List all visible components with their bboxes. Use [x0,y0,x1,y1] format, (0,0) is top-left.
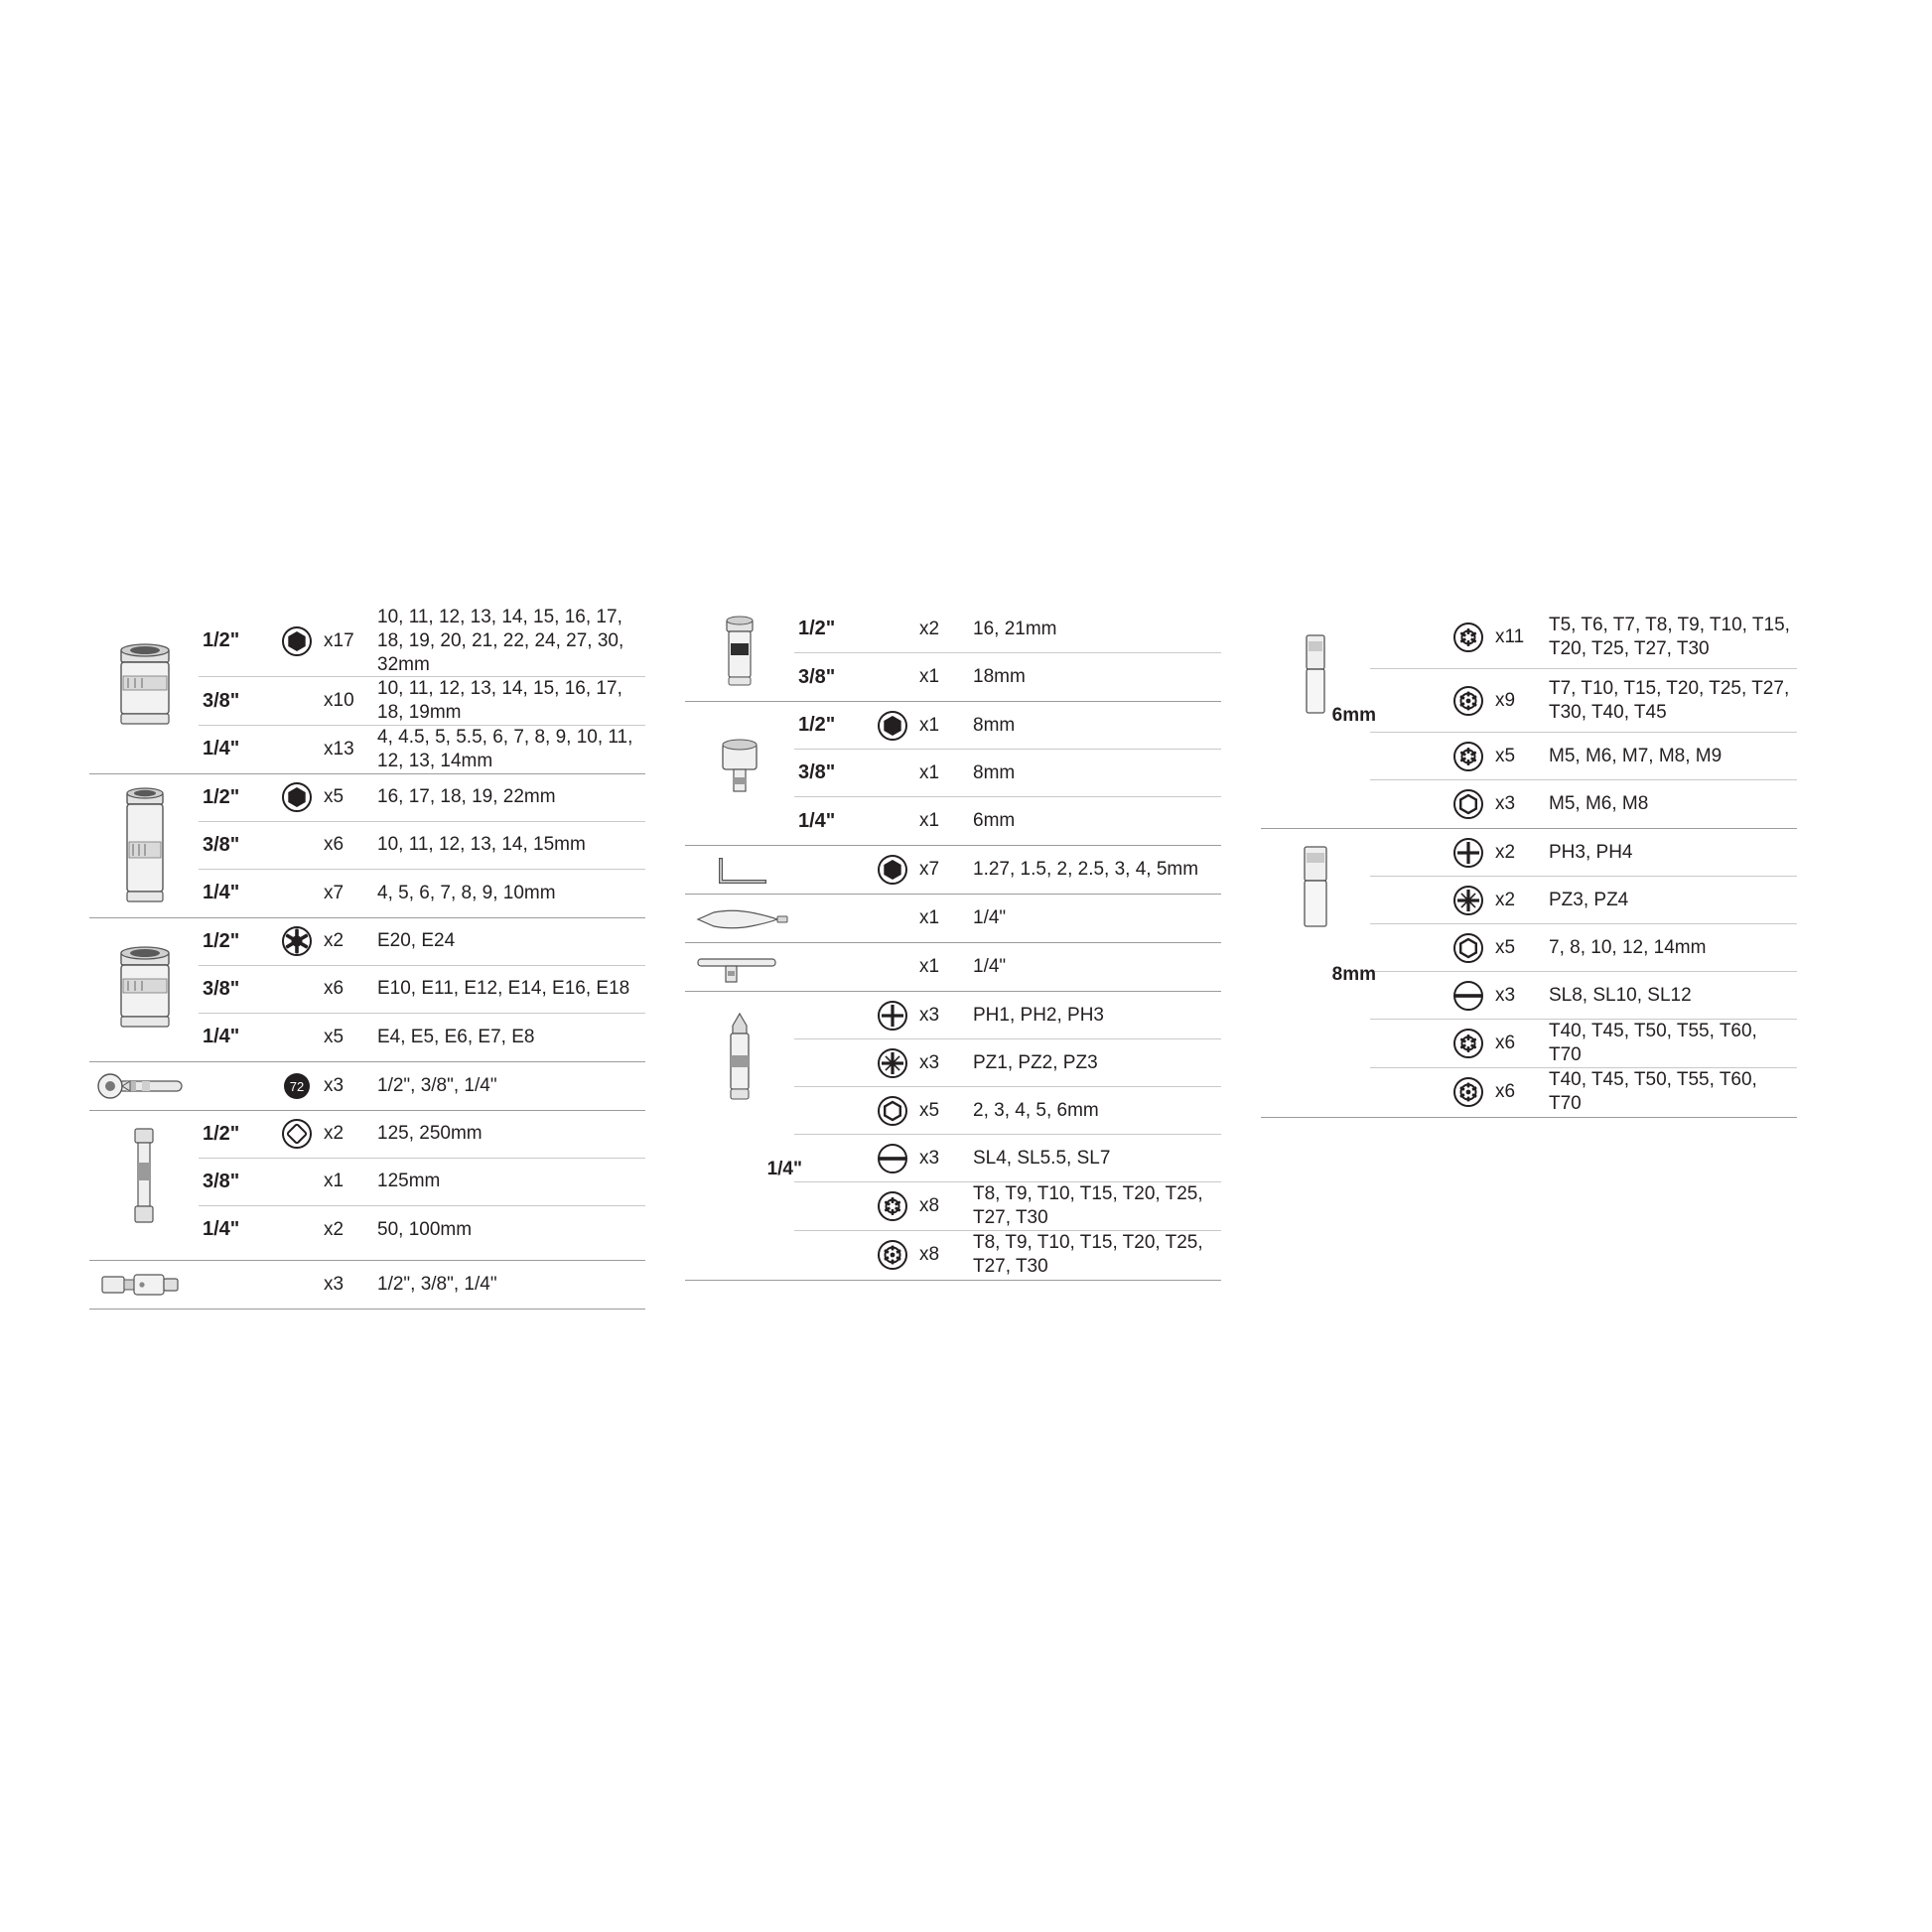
quantity: x2 [324,1123,345,1145]
group-hex-sockets-deep [89,774,645,918]
slotted-icon [866,1142,919,1175]
quantity: x5 [1495,936,1516,958]
description: T8, T9, T10, T15, T20, T25, T27, T30 [973,1231,1203,1277]
hex-socket-icon [1442,931,1495,965]
description: E10, E11, E12, E14, E16, E18 [377,978,630,1000]
socket-short-icon [89,606,199,773]
t-handle-icon [685,943,794,991]
group-ratchet [89,1062,645,1111]
drive-size: 3/8" [798,665,836,688]
quantity: x1 [919,714,940,736]
drive-size: 3/8" [203,833,240,856]
table-row [794,895,1221,942]
table-row [199,1261,645,1309]
quantity: x1 [919,956,940,977]
quantity: x3 [1495,793,1516,814]
quantity: x10 [324,690,354,711]
description: 1.27, 1.5, 2, 2.5, 3, 4, 5mm [973,859,1199,881]
svg-text:72: 72 [289,1078,305,1094]
table-row [199,677,645,726]
extension-bar-icon [89,1111,199,1260]
quantity: x8 [919,1243,940,1265]
hex-socket-icon [270,780,324,814]
teeth-72-icon [270,1069,324,1103]
quantity: x6 [1495,1080,1516,1102]
quantity: x8 [919,1194,940,1216]
description: 1/4" [973,956,1007,978]
table-row [794,606,1221,653]
torx-icon [866,1189,919,1223]
rows [199,1261,645,1309]
table-row [794,653,1221,701]
rows [794,895,1221,942]
bit-holder-icon [685,992,802,1280]
quantity: x2 [324,930,345,952]
screwdriver-handle-icon [685,895,794,942]
description: E20, E24 [377,930,456,952]
description: T40, T45, T50, T55, T60, T70 [1549,1068,1757,1114]
hex-socket-icon [1442,787,1495,821]
column-2 [685,606,1221,1281]
quantity: x1 [919,810,940,831]
rows [199,1062,645,1110]
description: 125, 250mm [377,1123,483,1145]
table-row [199,606,645,677]
quantity: x6 [324,978,345,1000]
description: T8, T9, T10, T15, T20, T25, T27, T30 [973,1183,1203,1228]
rows [794,702,1221,845]
group-bits-8mm [1261,829,1797,1118]
torx-tamper-icon [866,1238,919,1272]
rows [794,606,1221,701]
table-row [199,870,645,917]
description: SL8, SL10, SL12 [1549,984,1692,1006]
description: 16, 17, 18, 19, 22mm [377,786,556,808]
hex-key-icon [685,846,794,894]
drive-size: 1/2" [798,714,836,736]
table-row [794,1135,1221,1182]
description: 8mm [973,761,1016,783]
description: 10, 11, 12, 13, 14, 15, 16, 17, 18, 19, 20, 21, 22, 24, 27, 30, 32mm [377,607,624,675]
table-row [794,1087,1221,1135]
group-hex-keys [685,846,1221,895]
description: PH1, PH2, PH3 [973,1004,1104,1026]
quantity: x2 [1495,889,1516,910]
description: 2, 3, 4, 5, 6mm [973,1099,1099,1121]
table-row [199,1014,645,1061]
description: 8mm [973,714,1016,736]
quantity: x2 [324,1218,345,1240]
torx-e-icon [270,924,324,958]
group-spark-plug-sockets [685,606,1221,702]
hex-socket-icon [270,624,324,658]
drive-size: 1/2" [203,785,240,808]
torx-icon [1442,740,1495,773]
rows [199,606,645,773]
drive-size: 1/2" [798,618,836,639]
table-row [794,750,1221,797]
table-row [1370,877,1797,924]
universal-joint-icon [89,1261,199,1309]
torx-icon [1442,1027,1495,1060]
description: 18mm [973,666,1026,688]
description: 6mm [973,810,1016,832]
description: PZ1, PZ2, PZ3 [973,1051,1098,1073]
description: 7, 8, 10, 12, 14mm [1549,936,1707,958]
drive-size: 1/4" [798,809,836,832]
quantity: x7 [324,882,345,903]
table-row [199,774,645,822]
spark-plug-socket-icon [685,606,794,701]
torx-icon [1442,621,1495,654]
group-bits-quarter [685,992,1221,1281]
table-row [199,1206,645,1254]
table-row [794,1182,1221,1231]
bit-8mm-icon [1261,829,1376,1117]
rows [199,774,645,917]
square-drive-icon [270,1117,324,1151]
quantity: x6 [324,834,345,856]
description: 1/2", 3/8", 1/4" [377,1074,497,1096]
description: 4, 5, 6, 7, 8, 9, 10mm [377,882,556,903]
table-row [1370,606,1797,669]
drive-size: 3/8" [203,977,240,1000]
table-row [794,943,1221,991]
hex-socket-icon [866,709,919,743]
rows [794,992,1221,1280]
drive-size: 3/8" [203,689,240,712]
table-row [1370,780,1797,828]
torx-tamper-icon [1442,684,1495,718]
bit-6mm-icon [1261,606,1376,828]
table-row [794,1039,1221,1087]
columns-container [89,606,1866,1310]
torx-tamper-icon [1442,1075,1495,1109]
description: 16, 21mm [973,618,1057,639]
description: 1/4" [973,907,1007,929]
bit-group-size-label: 1/4" [766,1159,802,1179]
quantity: x5 [1495,745,1516,766]
quantity: x3 [324,1273,345,1295]
socket-deep-icon [89,774,199,917]
rows [1370,829,1797,1117]
ratchet-icon [89,1062,199,1110]
drive-size: 1/2" [203,1122,240,1145]
description: E4, E5, E6, E7, E8 [377,1026,535,1047]
pozidriv-icon [866,1046,919,1080]
phillips-icon [866,999,919,1033]
quantity: x1 [919,761,940,783]
quantity: x3 [324,1074,345,1096]
group-hex-sockets-short [89,606,645,774]
hex-socket-icon [866,1094,919,1128]
quantity: x6 [1495,1032,1516,1053]
quantity: x2 [919,618,940,639]
table-row [199,918,645,966]
description: 125mm [377,1171,441,1192]
socket-short-icon [89,918,199,1061]
group-hex-bit-sockets [685,702,1221,846]
bit-group-size-label-6mm: 6mm [1331,705,1376,726]
group-e-torx-sockets [89,918,645,1062]
quantity: x7 [919,859,940,880]
phillips-icon [1442,836,1495,870]
table-row [794,797,1221,845]
description: M5, M6, M8 [1549,793,1649,815]
table-row [199,1111,645,1159]
table-row [199,1062,645,1110]
rows [199,1111,645,1260]
table-row [199,822,645,870]
table-row [1370,924,1797,972]
group-t-handle [685,943,1221,992]
drive-size: 3/8" [203,1170,240,1192]
quantity: x17 [324,629,354,651]
description: 10, 11, 12, 13, 14, 15mm [377,834,586,856]
description: T7, T10, T15, T20, T25, T27, T30, T40, T45 [1549,677,1790,723]
hex-socket-icon [866,853,919,887]
rows [794,943,1221,991]
group-universal-joint [89,1261,645,1310]
description: T5, T6, T7, T8, T9, T10, T15, T20, T25, T27, T30 [1549,614,1790,659]
quantity: x3 [1495,984,1516,1006]
drive-size: 1/4" [203,738,240,760]
quantity: x2 [1495,841,1516,863]
bit-group-size-label-8mm: 8mm [1331,964,1376,985]
drive-size: 1/2" [203,629,240,652]
table-row [1370,1020,1797,1068]
rows [1370,606,1797,828]
quantity: x13 [324,738,354,759]
column-1 [89,606,645,1310]
table-row [794,992,1221,1039]
drive-size: 1/4" [203,1026,240,1048]
slotted-icon [1442,979,1495,1013]
description: 1/2", 3/8", 1/4" [377,1273,497,1295]
description: PZ3, PZ4 [1549,889,1629,910]
table-row [1370,669,1797,733]
description: PH3, PH4 [1549,841,1633,863]
group-extensions [89,1111,645,1261]
quantity: x1 [324,1171,345,1192]
quantity: x1 [919,666,940,687]
rows [794,846,1221,894]
quantity: x5 [324,1026,345,1047]
table-row [794,702,1221,750]
description: 50, 100mm [377,1218,473,1240]
table-row [794,846,1221,894]
group-bits-6mm [1261,606,1797,829]
description: M5, M6, M7, M8, M9 [1549,745,1723,766]
quantity: x1 [919,907,940,928]
bit-socket-icon [685,702,794,845]
table-row [199,726,645,773]
description: 4, 4.5, 5, 5.5, 6, 7, 8, 9, 10, 11, 12, 13, 14mm [377,727,633,771]
table-row [1370,733,1797,780]
drive-size: 3/8" [798,761,836,783]
quantity: x3 [919,1147,940,1169]
rows [199,918,645,1061]
table-row [199,1159,645,1206]
quantity: x3 [919,1051,940,1073]
drive-size: 1/4" [203,1218,240,1241]
description: 10, 11, 12, 13, 14, 15, 16, 17, 18, 19mm [377,678,622,723]
quantity: x3 [919,1004,940,1026]
group-bit-handle [685,895,1221,943]
table-row [1370,829,1797,877]
table-row [1370,972,1797,1020]
column-3 [1261,606,1797,1118]
quantity: x11 [1495,625,1525,647]
quantity: x9 [1495,689,1516,711]
description: T40, T45, T50, T55, T60, T70 [1549,1021,1757,1065]
drive-size: 1/2" [203,929,240,952]
pozidriv-icon [1442,884,1495,917]
quantity: x5 [919,1099,940,1121]
description: SL4, SL5.5, SL7 [973,1147,1111,1169]
table-row [199,966,645,1014]
drive-size: 1/4" [203,882,240,904]
quantity: x5 [324,786,345,808]
table-row [1370,1068,1797,1116]
table-row [794,1231,1221,1279]
